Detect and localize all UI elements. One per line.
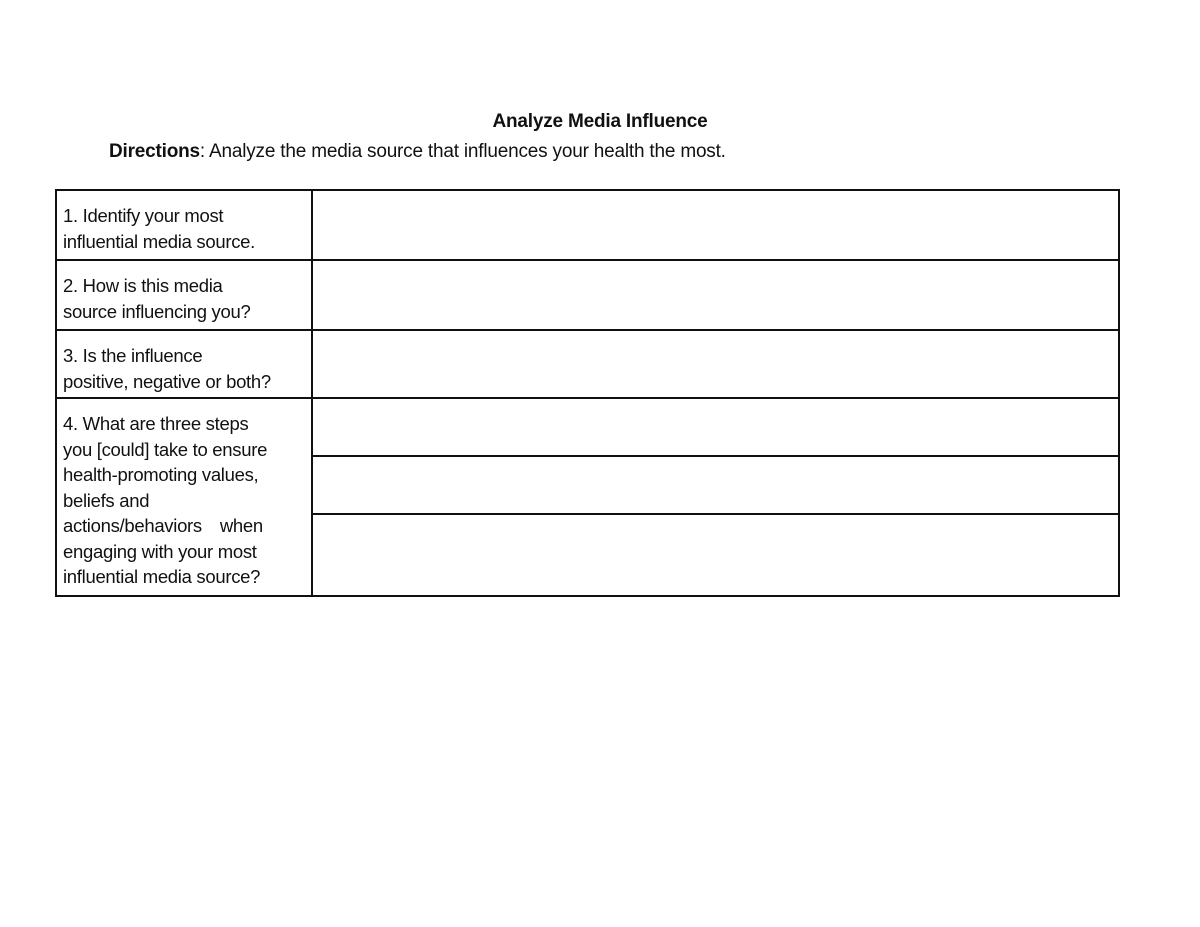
question-4-line-2: you [could] take to ensure xyxy=(63,438,268,460)
question-4-line-7: influential media source? xyxy=(63,566,261,587)
table-row xyxy=(56,260,1119,330)
directions-text: : Analyze the media source that influences your health the most. xyxy=(199,141,726,162)
table-row xyxy=(56,330,1119,398)
question-4-prompt xyxy=(56,398,312,596)
page-title: Analyze Media Influence xyxy=(492,111,708,132)
question-4-line-5b: when xyxy=(219,515,263,536)
directions-label: Directions xyxy=(109,141,200,162)
question-4-line-4: beliefs and xyxy=(63,489,150,511)
question-3-line-1: 3. Is the influence xyxy=(63,345,203,366)
question-4-answer-step-2[interactable] xyxy=(312,456,1119,515)
directions xyxy=(109,141,726,163)
question-4-answer-step-3[interactable] xyxy=(312,514,1119,596)
question-1-line-1: 1. Identify your most xyxy=(63,205,224,226)
question-2-line-2: source influencing you? xyxy=(63,300,251,322)
question-2-line-1: 2. How is this media xyxy=(63,275,223,296)
question-4-line-1: 4. What are three steps xyxy=(63,413,249,434)
question-1-line-2: influential media source. xyxy=(63,230,255,252)
table-row xyxy=(56,190,1119,260)
question-3-line-2: positive, negative or both? xyxy=(63,370,271,392)
question-2-answer-cell[interactable] xyxy=(312,260,1119,330)
question-3-answer-cell[interactable] xyxy=(312,330,1119,398)
worksheet-table xyxy=(55,189,1120,597)
question-1-answer-cell[interactable] xyxy=(312,190,1119,260)
question-3-prompt xyxy=(56,330,312,398)
question-2-prompt xyxy=(56,260,312,330)
question-4-line-5: actions/behaviors xyxy=(63,515,202,536)
question-1-prompt xyxy=(56,190,312,260)
question-4-line-3: health-promoting values, xyxy=(63,464,259,485)
question-4-answer-step-1[interactable] xyxy=(312,398,1119,456)
question-4-line-6: engaging with your most xyxy=(63,540,257,562)
table-row xyxy=(56,398,1119,456)
